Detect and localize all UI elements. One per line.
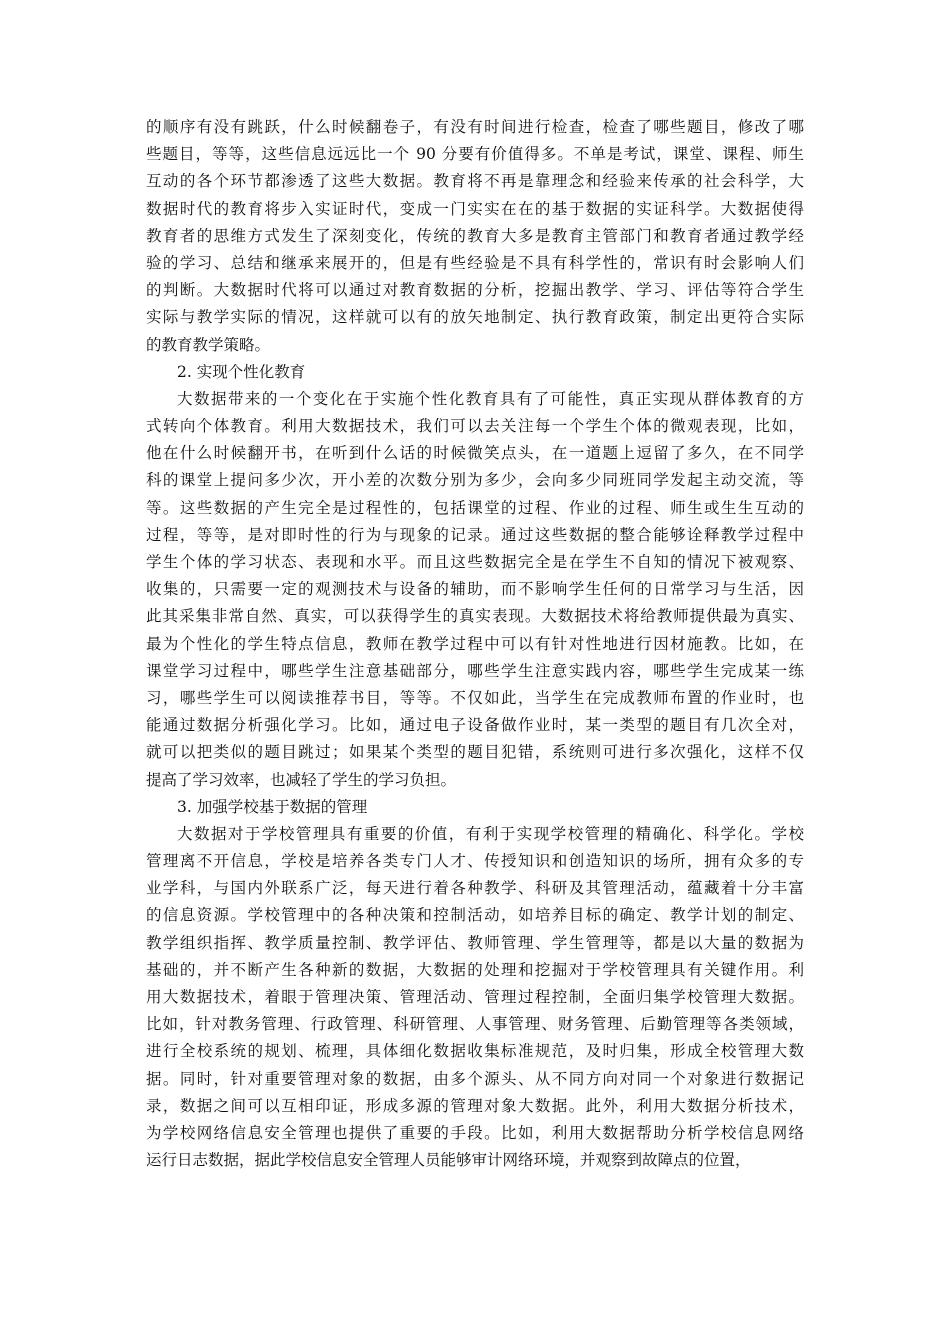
text-line: 大数据带来的一个变化在于实施个性化教育具有了可能性，真正实现从群体教育的方 bbox=[177, 389, 804, 408]
text-line: 录，数据之间可以互相印证，形成多源的管理对象大数据。此外，利用大数据分析技术， bbox=[146, 1096, 804, 1115]
text-line: 进行全校系统的规划、梳理，具体细化数据收集标准规范，及时归集，形成全校管理大数 bbox=[146, 1042, 804, 1061]
text-line: 大数据对于学校管理具有重要的价值，有利于实现学校管理的精确化、科学化。学校 bbox=[177, 824, 804, 843]
text-line: 些题目，等等，这些信息远远比一个 90 分要有价值得多。不单是考试，课堂、课程、师生 bbox=[146, 145, 804, 164]
text-line: 的顺序有没有跳跃，什么时候翻卷子，有没有时间进行检查，检查了哪些题目，修改了哪 bbox=[146, 118, 804, 136]
text-line: 业学科，与国内外联系广泛，每天进行着各种教学、科研及其管理活动，蕴藏着十分丰富 bbox=[146, 879, 804, 898]
text-line: 比如，针对教务管理、行政管理、科研管理、人事管理、财务管理、后勤管理等各类领域， bbox=[146, 1015, 804, 1034]
section-heading: 3. 加强学校基于数据的管理 bbox=[177, 797, 368, 816]
text-line: 科的课堂上提问多少次，开小差的次数分别为多少，会向多少同班同学发起主动交流，等 bbox=[146, 471, 804, 490]
text-line: 据。同时，针对重要管理对象的数据，由多个源头、从不同方向对同一个对象进行数据记 bbox=[146, 1069, 804, 1088]
text-line: 就可以把类似的题目跳过；如果某个类型的题目犯错，系统则可进行多次强化，这样不仅 bbox=[146, 743, 804, 762]
text-line: 实际与教学实际的情况，这样就可以有的放矢地制定、执行教育政策，制定出更符合实际 bbox=[146, 308, 804, 327]
text-line: 过程，等等，是对即时性的行为与现象的记录。通过这些数据的整合能够诠释教学过程中 bbox=[146, 525, 804, 544]
text-line: 数据时代的教育将步入实证时代，变成一门实实在在的基于数据的实证科学。大数据使得 bbox=[146, 199, 804, 218]
text-line: 能通过数据分析强化学习。比如，通过电子设备做作业时，某一类型的题目有几次全对， bbox=[146, 716, 804, 735]
text-line: 收集的，只需要一定的观测技术与设备的辅助，而不影响学生任何的日常学习与生活，因 bbox=[146, 580, 804, 599]
text-line: 基础的，并不断产生各种新的数据，大数据的处理和挖掘对于学校管理具有关键作用。利 bbox=[146, 960, 804, 979]
text-line: 教学组织指挥、教学质量控制、教学评估、教师管理、学生管理等，都是以大量的数据为 bbox=[146, 933, 804, 952]
text-line: 最为个性化的学生特点信息，教师在教学过程中可以有针对性地进行因材施教。比如，在 bbox=[146, 634, 804, 653]
body-paragraph bbox=[146, 114, 804, 359]
text-line: 互动的各个环节都渗透了这些大数据。教育将不再是靠理念和经验来传承的社会科学，大 bbox=[146, 172, 804, 191]
text-line: 课堂学习过程中，哪些学生注意基础部分，哪些学生注意实践内容，哪些学生完成某一练 bbox=[146, 661, 804, 680]
text-line: 学生个体的学习状态、表现和水平。而且这些数据完全是在学生不自知的情况下被观察、 bbox=[146, 553, 804, 571]
text-line: 验的学习、总结和继承来展开的，但是有些经验是不具有科学性的，常识有时会影响人们 bbox=[146, 253, 804, 272]
body-paragraph bbox=[146, 821, 804, 1174]
text-line: 为学校网络信息安全管理也提供了重要的手段。比如，利用大数据帮助分析学校信息网络 bbox=[146, 1123, 804, 1142]
body-paragraph bbox=[146, 386, 804, 794]
text-line: 习，哪些学生可以阅读推荐书目，等等。不仅如此，当学生在完成教师布置的作业时，也 bbox=[146, 688, 804, 707]
section-heading: 2. 实现个性化教育 bbox=[177, 362, 306, 381]
text-line: 提高了学习效率，也减轻了学生的学习负担。 bbox=[146, 770, 457, 789]
text-line: 的教育教学策略。 bbox=[146, 335, 271, 354]
text-line: 等。这些数据的产生完全是过程性的，包括课堂的过程、作业的过程、师生或生生互动的 bbox=[146, 498, 804, 517]
text-line: 式转向个体教育。利用大数据技术，我们可以去关注每一个学生个体的微观表现，比如， bbox=[146, 417, 804, 436]
text-line: 的判断。大数据时代将可以通过对教育数据的分析，挖掘出教学、学习、评估等符合学生 bbox=[146, 281, 804, 300]
text-line: 的信息资源。学校管理中的各种决策和控制活动，如培养目标的确定、教学计划的制定、 bbox=[146, 906, 804, 925]
text-line: 他在什么时候翻开书，在听到什么话的时候微笑点头，在一道题上逗留了多久，在不同学 bbox=[146, 444, 804, 463]
text-line: 用大数据技术，着眼于管理决策、管理活动、管理过程控制，全面归集学校管理大数据。 bbox=[146, 988, 804, 1006]
text-line: 运行日志数据，据此学校信息安全管理人员能够审计网络环境，并观察到故障点的位置， bbox=[146, 1151, 751, 1170]
document-body bbox=[146, 114, 804, 1174]
text-line: 教育者的思维方式发生了深刻变化，传统的教育大多是教育主管部门和教育者通过教学经 bbox=[146, 226, 804, 245]
text-line: 此其采集非常自然、真实，可以获得学生的真实表现。大数据技术将给教师提供最为真实、 bbox=[146, 607, 804, 626]
text-line: 管理离不开信息，学校是培养各类专门人才、传授知识和创造知识的场所，拥有众多的专 bbox=[146, 852, 804, 871]
